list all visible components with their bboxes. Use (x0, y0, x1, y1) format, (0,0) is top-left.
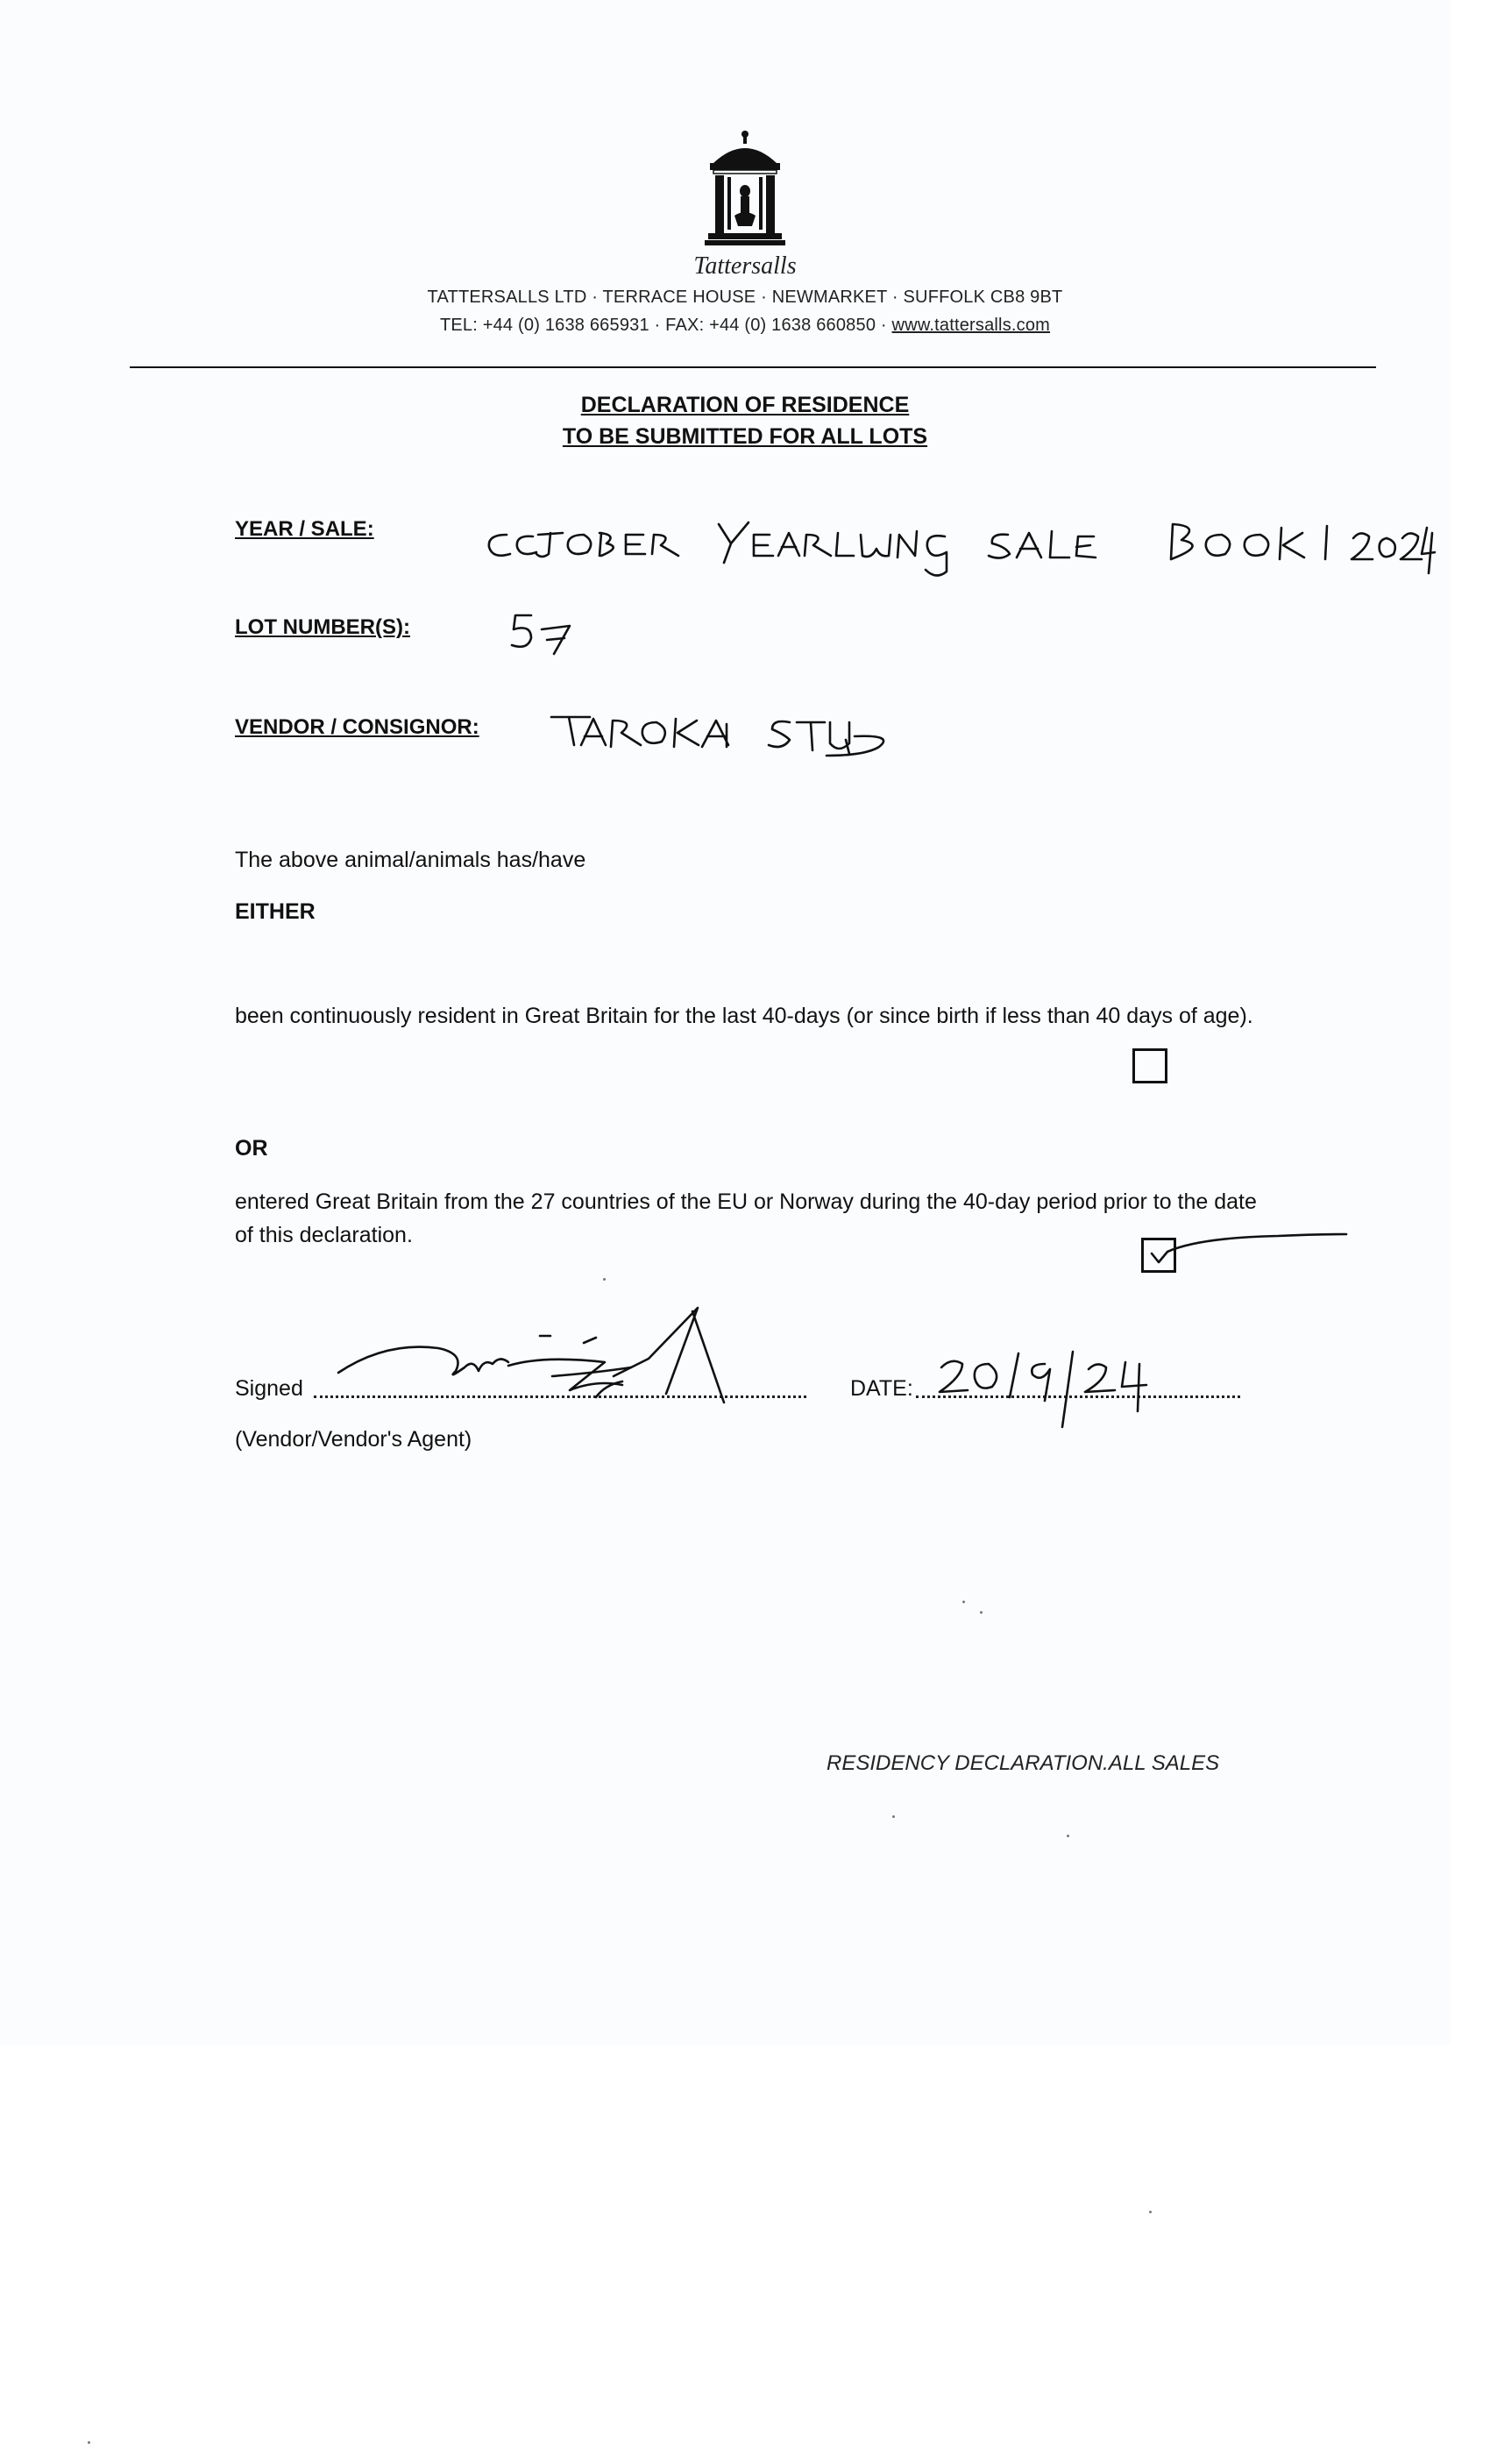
scan-speck (603, 1278, 606, 1281)
date-label: DATE: (850, 1376, 913, 1401)
website-link[interactable]: www.tattersalls.com (891, 316, 1051, 335)
vendor-handwriting (548, 701, 933, 771)
form-subtitle: TO BE SUBMITTED FOR ALL LOTS (562, 424, 928, 449)
option1-text: been continuously resident in Great Britain for the last 40-days (or since birth if less than 40 days of age). (235, 1004, 1253, 1028)
company-contact (0, 316, 1490, 336)
either-label: EITHER (235, 899, 316, 924)
brand-name: Tattersalls (693, 252, 797, 280)
header-divider (130, 366, 1376, 368)
year-sale-label: YEAR / SALE: (235, 517, 374, 541)
signature-image (333, 1306, 771, 1429)
scan-speck (892, 1815, 895, 1818)
lot-number-label: LOT NUMBER(S): (235, 615, 410, 639)
scan-speck (88, 2441, 90, 2444)
scan-speck (1067, 1835, 1069, 1837)
scan-speck (962, 1601, 965, 1603)
vendor-agent-label: (Vendor/Vendor's Agent) (235, 1427, 472, 1452)
form-reference: RESIDENCY DECLARATION.ALL SALES (827, 1751, 1220, 1775)
scan-speck (980, 1611, 983, 1614)
lot-number-handwriting (508, 605, 596, 666)
form-title: DECLARATION OF RESIDENCE (580, 393, 910, 417)
scan-speck (1149, 2211, 1152, 2213)
option2-checkmark (1146, 1227, 1348, 1271)
tattersalls-logo (701, 128, 789, 259)
option1-checkbox[interactable] (1132, 1048, 1167, 1083)
option2-text: entered Great Britain from the 27 countries of the EU or Norway during the 40-day period prior to the date of this declaration. (235, 1189, 1257, 1247)
contact-phone-fax: TEL: +44 (0) 1638 665931 · FAX: +44 (0) 1638 660850 · (439, 316, 892, 335)
signed-label: Signed (235, 1376, 303, 1401)
vendor-label: VENDOR / CONSIGNOR: (235, 715, 479, 739)
company-address: TATTERSALLS LTD · TERRACE HOUSE · NEWMARKET · SUFFOLK CB8 9BT (427, 288, 1063, 307)
or-label: OR (235, 1136, 268, 1161)
year-sale-handwriting (480, 508, 1436, 579)
date-handwriting (934, 1348, 1197, 1436)
intro-text: The above animal/animals has/have (235, 848, 586, 872)
